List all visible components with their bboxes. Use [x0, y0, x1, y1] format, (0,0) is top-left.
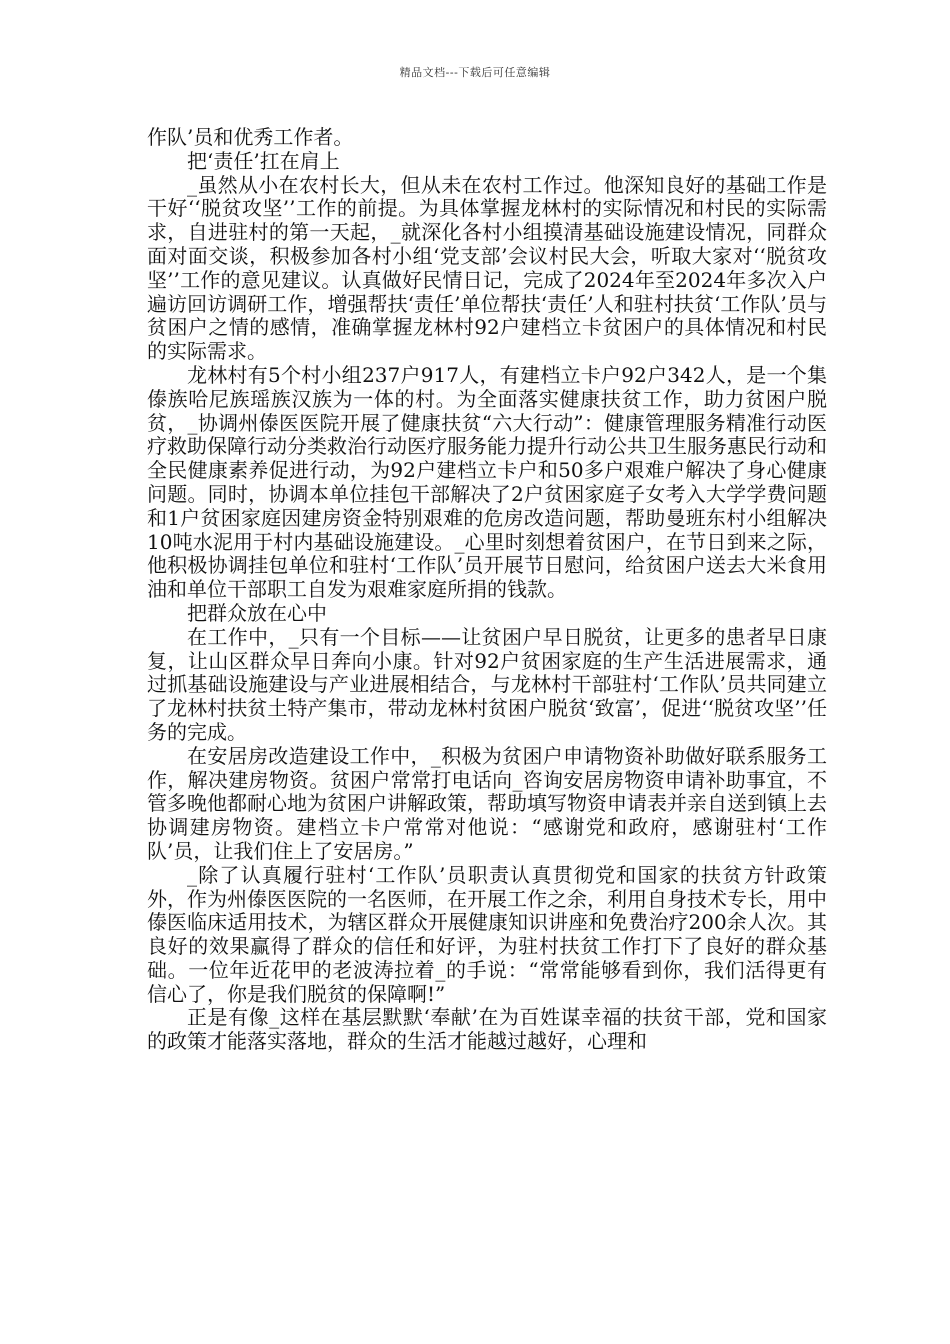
section-heading-masses: 把群众放在心中: [187, 600, 327, 625]
document-body: [147, 126, 827, 1054]
paragraph: 龙林村有5个村小组237户917人，有建档立卡户92户342人，是一个集傣族哈尼族瑶族汉族为一体的村。为全面落实健康扶贫工作，助力贫困户脱贫，_协调州傣医医院开展了健康扶贫“六大行动”：健康管理服务精准行动医疗救助保障行动分类救治行动医疗服务能力提升行动公共卫生服务惠民行动和全民健康素养促进行动，为92户建档立卡户和50多户艰难户解决了身心健康问题。同时，协调本单位挂包干部解决了2户贫困家庭子女考入大学学费问题和1户贫困家庭因建房资金特别艰难的危房改造问题，帮助曼班东村小组解决10吨水泥用于村内基础设施建设。_心里时刻想着贫困户，在节日到来之际，他积极协调挂包单位和驻村‘工作队’员开展节日慰问，给贫困户送去大米食用油和单位干部职工自发为艰难家庭所捐的钱款。: [147, 362, 827, 602]
page-header: 精品文档---下载后可任意编辑: [399, 66, 551, 79]
paragraph-continued: 作队’员和优秀工作者。: [147, 125, 354, 149]
section-heading-responsibility: 把‘责任’扛在肩上: [187, 148, 340, 173]
paragraph: 在安居房改造建设工作中，_积极为贫困户申请物资补助做好联系服务工作，解决建房物资。贫困户常常打电话向_咨询安居房物资申请补助事宜，不管多晚他都耐心地为贫困户讲解政策，帮助填写物资申请表并亲自送到镇上去协调建房物资。建档立卡户常常对他说：“感谢党和政府，感谢驻村‘工作队’员，让我们住上了安居房。”: [147, 743, 827, 863]
paragraph: 正是有像_这样在基层默默‘奉献’在为百姓谋幸福的扶贫干部，党和国家的政策才能落实落地，群众的生活才能越过越好，心理和: [147, 1005, 827, 1054]
paragraph: _除了认真履行驻村‘工作队’员职责认真贯彻党和国家的扶贫方针政策外，作为州傣医医院的一名医师，在开展工作之余，利用自身技术专长，用中傣医临床适用技术，为辖区群众开展健康知识讲座和免费治疗200余人次。其良好的效果赢得了群众的信任和好评，为驻村扶贫工作打下了良好的群众基础。一位年近花甲的老波涛拉着_的手说：“常常能够看到你，我们活得更有信心了，你是我们脱贫的保障啊!”: [147, 862, 827, 1006]
paragraph: _虽然从小在农村长大，但从未在农村工作过。他深知良好的基础工作是干好‘‘脱贫攻坚’’工作的前提。为具体掌握龙林村的实际情况和村民的实际需求，自进驻村的第一天起，_就深化各村小组摸清基础设施建设情况，同群众面对面交谈，积极参加各村小组‘党支部’会议村民大会，听取大家对‘‘脱贫攻坚’’工作的意见建议。认真做好民情日记，完成了2024年至2024年多次入户遍访回访调研工作，增强帮扶‘责任’单位帮扶‘责任’人和驻村扶贫‘工作队’员与贫困户之情的感情，准确掌握龙林村92户建档立卡贫困户的具体情况和村民的实际需求。: [147, 172, 827, 364]
paragraph: 在工作中，_只有一个目标——让贫困户早日脱贫，让更多的患者早日康复，让山区群众早日奔向小康。针对92户贫困家庭的生产生活进展需求，通过抓基础设施建设与产业进展相结合，与龙林村干部驻村‘工作队’员共同建立了龙林村扶贫土特产集市，带动龙林村贫困户脱贫‘致富’，促进‘‘脱贫攻坚’’任务的完成。: [147, 624, 827, 744]
